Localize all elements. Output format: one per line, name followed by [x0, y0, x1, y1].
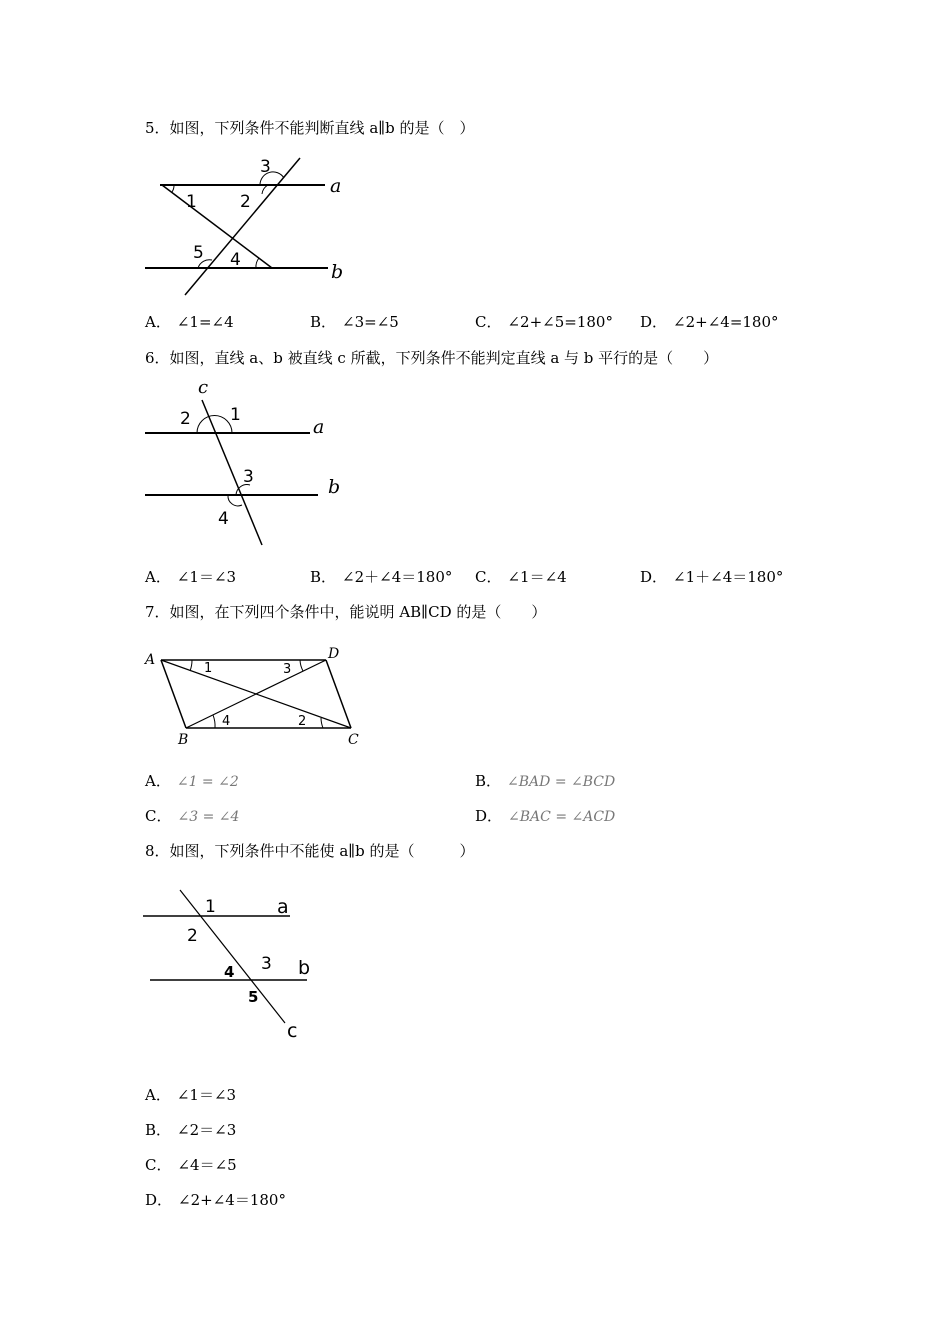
label-2: 2 — [298, 714, 307, 729]
arc-4 — [256, 258, 259, 268]
label-1: 1 — [205, 897, 216, 917]
q7-option-d[interactable]: D． ∠BAC = ∠ACD — [475, 807, 616, 825]
label-b: b — [331, 261, 344, 283]
question-6-figure — [140, 375, 360, 550]
q6-option-a[interactable]: A． ∠1＝∠3 — [145, 568, 237, 586]
label-3: 3 — [283, 662, 292, 677]
label-4: 4 — [230, 250, 241, 270]
vertex-a: A — [145, 652, 156, 668]
q5-option-c[interactable]: C． ∠2+∠5=180° — [475, 313, 613, 331]
label-a: a — [330, 175, 342, 197]
q7-option-b[interactable]: B． ∠BAD = ∠BCD — [475, 772, 616, 790]
q8-option-d[interactable]: D． ∠2+∠4＝180° — [145, 1191, 286, 1209]
question-7-stem: 7．如图，在下列四个条件中，能说明 AB∥CD 的是（ ） — [145, 603, 547, 621]
question-8-figure — [140, 885, 360, 1045]
question-5-stem: 5．如图，下列条件不能判断直线 a∥b 的是（ ） — [145, 119, 475, 137]
label-1: 1 — [204, 661, 213, 676]
vertex-d: D — [328, 646, 340, 662]
arc-4 — [213, 715, 215, 728]
label-b: b — [298, 957, 311, 979]
label-b: b — [328, 476, 341, 498]
label-5: 5 — [193, 243, 204, 263]
q7-option-a[interactable]: A． ∠1 = ∠2 — [145, 772, 239, 790]
label-1: 1 — [230, 405, 241, 425]
label-a: a — [277, 896, 289, 918]
segment-dc — [326, 660, 351, 728]
label-4: 4 — [218, 509, 229, 529]
q5-option-d[interactable]: D． ∠2+∠4=180° — [640, 313, 779, 331]
label-2: 2 — [187, 926, 198, 946]
segment-ab — [161, 660, 186, 728]
question-7-figure — [140, 640, 380, 755]
question-8-stem: 8．如图，下列条件中不能使 a∥b 的是（ ） — [145, 842, 475, 860]
label-1: 1 — [186, 192, 197, 212]
label-4: 4 — [222, 714, 231, 729]
transversal-1 — [185, 158, 300, 295]
q8-option-a[interactable]: A． ∠1＝∠3 — [145, 1086, 237, 1104]
label-3: 3 — [261, 954, 272, 974]
q6-option-d[interactable]: D． ∠1＋∠4＝180° — [640, 568, 784, 586]
label-c: c — [287, 1020, 298, 1042]
q8-option-b[interactable]: B． ∠2＝∠3 — [145, 1121, 237, 1139]
label-3: 3 — [260, 157, 271, 177]
q6-option-b[interactable]: B． ∠2＋∠4＝180° — [310, 568, 453, 586]
vertex-b: B — [178, 732, 189, 748]
q8-option-c[interactable]: C． ∠4＝∠5 — [145, 1156, 237, 1174]
arc-4 — [228, 495, 242, 506]
q6-option-c[interactable]: C． ∠1＝∠4 — [475, 568, 567, 586]
label-2: 2 — [240, 192, 251, 212]
vertex-c: C — [348, 732, 359, 748]
transversal-2 — [162, 185, 272, 268]
q7-option-c[interactable]: C． ∠3 = ∠4 — [145, 807, 240, 825]
arc-3 — [300, 660, 303, 671]
arc-2 — [262, 185, 268, 194]
question-6-stem: 6．如图，直线 a、b 被直线 c 所截，下列条件不能判定直线 a 与 b 平行的是（ ） — [145, 349, 719, 367]
label-a: a — [313, 416, 325, 438]
arc-1 — [172, 185, 174, 192]
label-4: 4 — [224, 963, 235, 981]
q5-option-b[interactable]: B． ∠3=∠5 — [310, 313, 399, 331]
label-2: 2 — [180, 409, 191, 429]
q5-option-a[interactable]: A． ∠1=∠4 — [145, 313, 234, 331]
arc-2 — [321, 718, 323, 728]
arc-1 — [190, 660, 192, 671]
label-c: c — [198, 377, 209, 398]
label-5: 5 — [248, 988, 259, 1006]
question-5-figure — [140, 150, 360, 300]
label-3: 3 — [243, 467, 254, 487]
